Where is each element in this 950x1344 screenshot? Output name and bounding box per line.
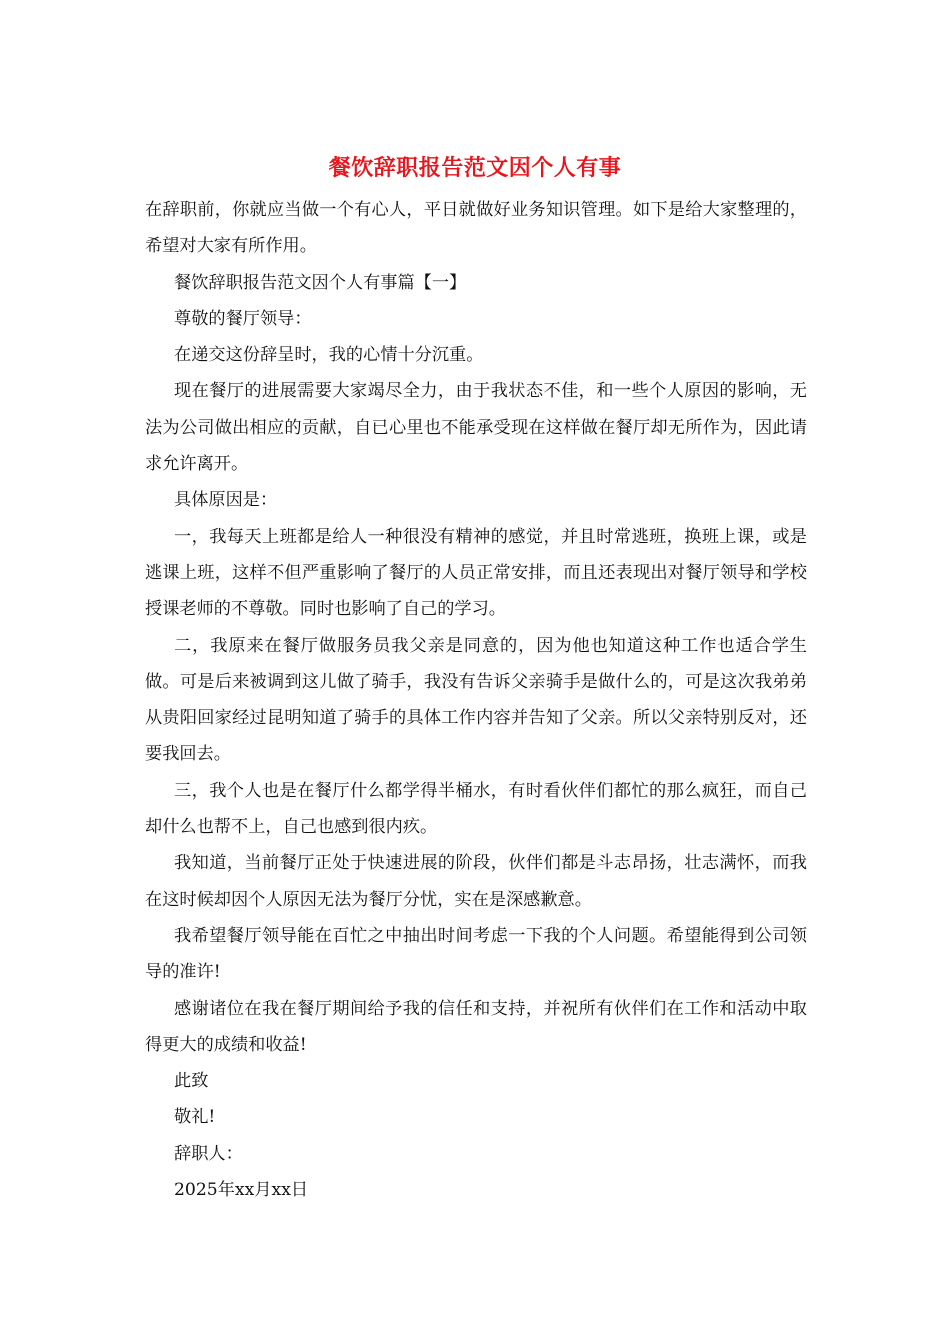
- section-heading: 餐饮辞职报告范文因个人有事篇【一】: [174, 272, 467, 293]
- body-paragraph: 一，我每天上班都是给人一种很没有精神的感觉，并且时常逃班，换班上课，或是逃课上班，这样不但严重影响了餐厅的人员正常安排，而且还表现出对餐厅领导和学校授课老师的不尊敬。同时也影响了自己的学习。: [145, 526, 807, 620]
- intro-paragraph: 在辞职前，你就应当做一个有心人，平日就做好业务知识管理。如下是给大家整理的，希望对大家有所作用。: [145, 200, 807, 257]
- salutation: 尊敬的餐厅领导：: [174, 308, 312, 329]
- document-body: [145, 192, 807, 1208]
- date-line: 2025年xx月xx日: [174, 1180, 309, 1201]
- signature-line: 辞职人：: [174, 1143, 243, 1164]
- body-paragraph: 现在餐厅的进展需要大家竭尽全力，由于我状态不佳，和一些个人原因的影响，无法为公司做出相应的贡献，自已心里也不能承受现在这样做在餐厅却无所作为，因此请求允许离开。: [145, 381, 807, 475]
- body-paragraph: 在递交这份辞呈时，我的心情十分沉重。: [174, 345, 484, 366]
- body-paragraph: 二，我原来在餐厅做服务员我父亲是同意的，因为他也知道这种工作也适合学生做。可是后来被调到这儿做了骑手，我没有告诉父亲骑手是做什么的，可是这次我弟弟从贵阳回家经过昆明知道了骑手的具体工作内容并告知了父亲。所以父亲特别反对，还要我回去。: [145, 635, 807, 765]
- body-paragraph: 感谢诸位在我在餐厅期间给予我的信任和支持，并祝所有伙伴们在工作和活动中取得更大的成绩和收益!: [145, 998, 807, 1055]
- closing-line: 此致: [174, 1071, 209, 1092]
- body-paragraph: 三，我个人也是在餐厅什么都学得半桶水，有时看伙伴们都忙的那么疯狂，而自己却什么也帮不上，自己也感到很内疚。: [145, 780, 807, 838]
- closing-salute: 敬礼!: [174, 1107, 216, 1128]
- body-paragraph: 我希望餐厅领导能在百忙之中抽出时间考虑一下我的个人问题。希望能得到公司领导的准许!: [145, 925, 807, 983]
- document-title: 餐饮辞职报告范文因个人有事: [328, 155, 622, 181]
- body-paragraph: 我知道，当前餐厅正处于快速进展的阶段，伙伴们都是斗志昂扬，壮志满怀，而我在这时候却因个人原因无法为餐厅分忧，实在是深感歉意。: [145, 853, 807, 910]
- body-paragraph: 具体原因是：: [174, 490, 278, 511]
